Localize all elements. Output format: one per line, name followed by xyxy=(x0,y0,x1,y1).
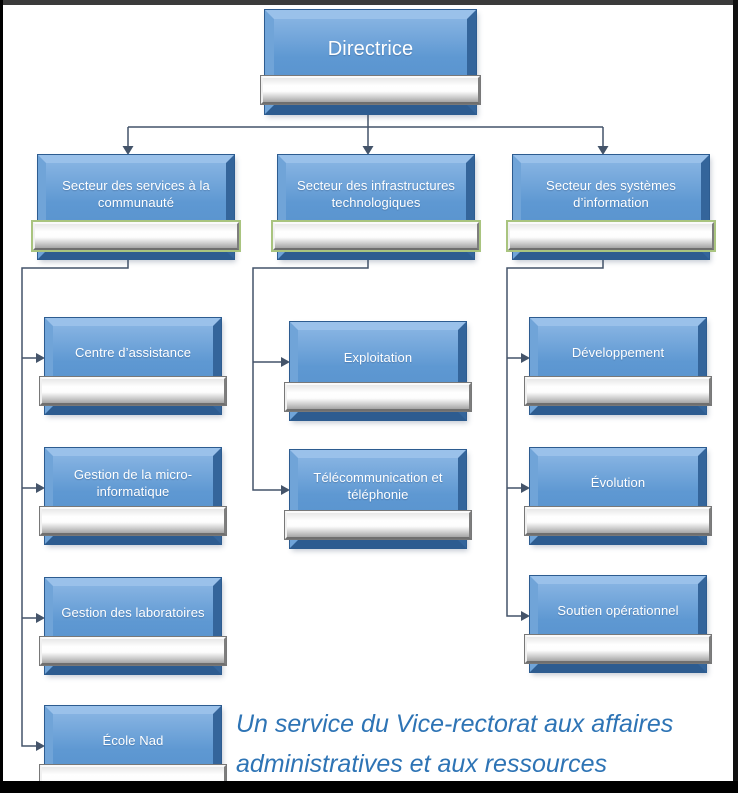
org-node-sector-infrastructures xyxy=(278,155,474,259)
org-node-gestion-micro-informatique xyxy=(45,448,221,544)
node-label: Gestion des laboratoires xyxy=(61,605,205,621)
node-decorative-bar xyxy=(40,377,226,405)
org-node-telecommunication-telephonie xyxy=(290,450,466,548)
org-node-centre-assistance xyxy=(45,318,221,414)
node-label: Soutien opérationnel xyxy=(557,603,679,619)
frame-border-bottom xyxy=(0,781,738,793)
node-label: Secteur des services à la communauté xyxy=(62,178,210,210)
node-decorative-bar xyxy=(285,511,471,539)
org-node-exploitation xyxy=(290,322,466,420)
org-node-sector-services-communaute xyxy=(38,155,234,259)
node-label: Centre d’assistance xyxy=(74,345,192,361)
node-decorative-bar xyxy=(273,222,479,250)
org-node-sector-systemes-information xyxy=(513,155,709,259)
node-decorative-bar xyxy=(525,507,711,535)
node-label: Télécommunication et téléphonie xyxy=(313,470,443,502)
node-label: Secteur des infrastructures technologiques xyxy=(296,178,456,210)
node-label: Développement xyxy=(571,345,665,361)
node-label: Exploitation xyxy=(343,350,413,366)
frame-border-right xyxy=(733,0,738,793)
frame-border-left xyxy=(0,0,3,793)
node-decorative-bar xyxy=(508,222,714,250)
org-node-developpement xyxy=(530,318,706,414)
org-node-directrice xyxy=(265,10,476,114)
node-label: Gestion de la micro-informatique xyxy=(73,467,193,499)
node-decorative-bar xyxy=(285,383,471,411)
node-label: Secteur des systèmes d’information xyxy=(546,178,676,210)
org-node-evolution xyxy=(530,448,706,544)
node-decorative-bar xyxy=(261,76,480,104)
node-decorative-bar xyxy=(40,507,226,535)
org-node-ecole-nad xyxy=(45,706,221,793)
node-decorative-bar xyxy=(33,222,239,250)
node-label: Évolution xyxy=(590,475,646,491)
node-label: École Nad xyxy=(102,733,164,749)
node-decorative-bar xyxy=(525,635,711,663)
frame-border-top xyxy=(0,0,738,5)
org-node-soutien-operationnel xyxy=(530,576,706,672)
node-label: Directrice xyxy=(327,37,414,60)
org-node-gestion-laboratoires xyxy=(45,578,221,674)
caption: Un service du Vice-rectorat aux affaires administratives et aux ressources xyxy=(236,710,674,778)
node-decorative-bar xyxy=(40,637,226,665)
node-decorative-bar xyxy=(525,377,711,405)
